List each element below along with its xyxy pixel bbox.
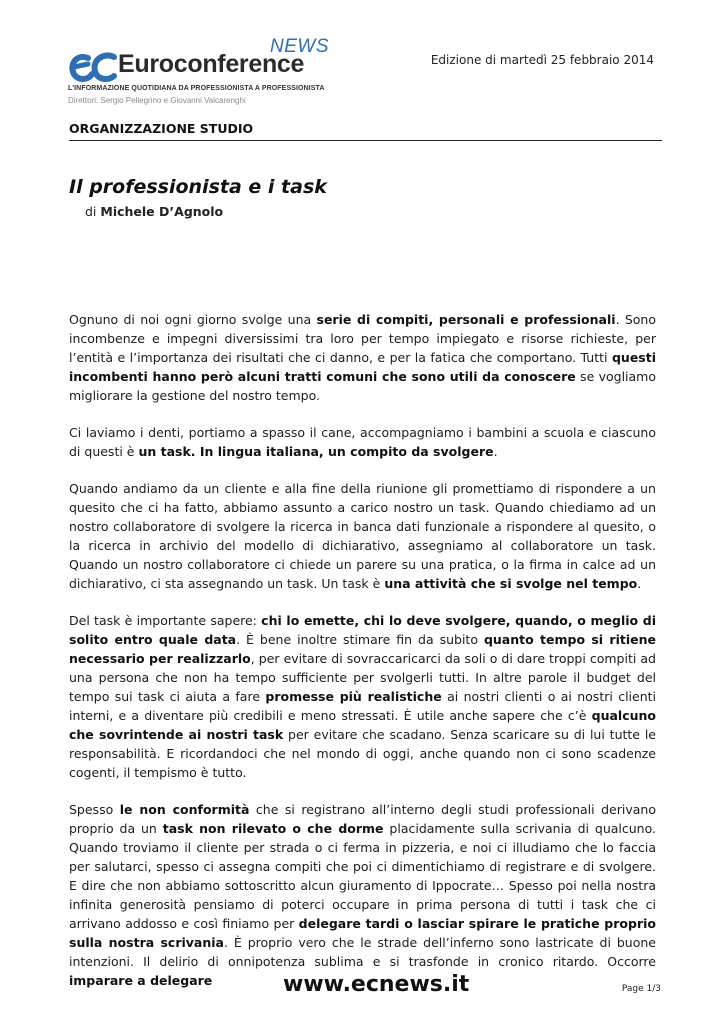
- bold-text: delegare tardi o lasciar spirare le pratiche proprio sulla nostra scrivania: [69, 916, 656, 950]
- bold-text: un task. In lingua italiana, un compito da svolgere: [138, 444, 494, 459]
- footer-website-link[interactable]: www.ecnews.it: [283, 972, 470, 997]
- text-run: Spesso: [69, 802, 120, 817]
- bold-text: questi incombenti hanno però alcuni tratti comuni che sono utili da conoscere: [69, 350, 656, 384]
- text-run: se vogliamo migliorare la gestione del nostro tempo.: [69, 369, 656, 403]
- byline: [85, 204, 223, 219]
- article-title: Il professionista e i task: [69, 176, 327, 198]
- article-paragraph: [69, 800, 656, 990]
- bold-text: task non rilevato o che dorme: [162, 821, 384, 836]
- ec-logo-icon: [68, 48, 118, 84]
- article-paragraph: [69, 310, 656, 405]
- bold-text: promesse più realistiche: [265, 689, 442, 704]
- article-paragraph: [69, 423, 656, 461]
- bold-text: serie di compiti, personali e professionali: [316, 312, 616, 327]
- text-run: , per evitare di sovraccaricarci da soli o di dare troppi compiti ad una persona che non ha tempo sufficiente per svolgerli tutti. In altre parole il budget del tempo sui task ci aiuta a fare: [69, 651, 656, 704]
- text-run: . Sono incombenze e impegni diversissimi tra loro per tempo impiegato e risorse richieste, per l’entità e l’importanza dei risultati che ci danno, e per la fatica che comportano. Tutti: [69, 312, 656, 365]
- edition-date: Edizione di martedì 25 febbraio 2014: [430, 53, 654, 67]
- text-run: placidamente sulla scrivania di qualcuno. Quando troviamo il cliente per strada o ci ferma in pizzeria, e noi ci illudiamo che lo faccia per salutarci, spesso ci assegna compiti che poi ci dimentichiamo di registrare e di svolgere. E dire che non abbiamo sottoscritto alcun giuramento di Ippocrate… Spesso poi nella nostra infinita generosità pensiamo di poterci occupare in prima persona di tutti i task che ci arrivano addosso e così finiamo per: [69, 821, 656, 931]
- article-body: [69, 310, 656, 1008]
- byline-prefix: di: [85, 204, 101, 219]
- text-run: Ci laviamo i denti, portiamo a spasso il cane, accompagniamo i bambini a scuola e ciascuno di questi è: [69, 425, 656, 459]
- text-run: . È proprio vero che le strade dell’inferno sono lastricate di buone intenzioni. Il delirio di onnipotenza sublima e si trasfonde in cronico ritardo. Occorre: [69, 935, 656, 969]
- bold-text: quanto tempo si ritiene necessario per realizzarlo: [69, 632, 656, 666]
- text-run: che si registrano all’interno degli studi professionali derivano proprio da un: [69, 802, 656, 836]
- text-run: per evitare che scadano. Senza scaricare su di lui tutte le responsabilità. E ricordandoci che nel mondo di oggi, anche quando non ci sono scadenze cogenti, il tempismo è tutto.: [69, 727, 656, 780]
- logo-tagline: L'INFORMAZIONE QUOTIDIANA DA PROFESSIONISTA A PROFESSIONISTA: [68, 85, 325, 92]
- text-run: Quando andiamo da un cliente e alla fine della riunione gli promettiamo di rispondere a un quesito che ci ha fatto, abbiamo assunto a carico nostro un task. Quando chiediamo ad un nostro collaboratore di svolgere la ricerca in banca dati funzionale a rispondere al quesito, o la ricerca in archivio del modello di dichiarativo, assegniamo al collaboratore un task. Quando un nostro collaboratore ci chiede un parere su una pratica, o la firma in calce ad un dichiarativo, ci sta assegnando un task. Un task è: [69, 481, 656, 591]
- bold-text: imparare a delegare: [69, 973, 213, 988]
- bold-text: chi lo emette, chi lo deve svolgere, quando, o meglio di solito entro quale data: [69, 613, 656, 647]
- text-run: .: [493, 444, 498, 459]
- text-run: Ognuno di noi ogni giorno svolge una: [69, 312, 317, 327]
- logo-directors: Direttori: Sergio Pellegrino e Giovanni Valcarenghi: [68, 96, 246, 105]
- euroconference-logo: [68, 36, 328, 126]
- section-heading: ORGANIZZAZIONE STUDIO: [69, 121, 662, 141]
- text-run: ai nostri clienti o ai nostri clienti interni, e a diventare più credibili e meno stressati. È utile anche sapere che c’è: [69, 689, 657, 723]
- logo-news-label: NEWS: [270, 36, 329, 57]
- bold-text: le non conformità: [119, 802, 250, 817]
- page-number: Page 1/3: [621, 984, 661, 994]
- author-name: Michele D’Agnolo: [100, 204, 224, 219]
- logo-brand-name: Euroconference: [118, 50, 305, 78]
- article-paragraph: [69, 611, 656, 782]
- text-run: .: [637, 576, 642, 591]
- text-run: Del task è importante sapere:: [69, 613, 262, 628]
- bold-text: una attività che si svolge nel tempo: [384, 576, 638, 591]
- text-run: . È bene inoltre stimare fin da subito: [236, 632, 484, 647]
- article-paragraph: [69, 479, 656, 593]
- bold-text: qualcuno che sovrintende ai nostri task: [69, 708, 656, 742]
